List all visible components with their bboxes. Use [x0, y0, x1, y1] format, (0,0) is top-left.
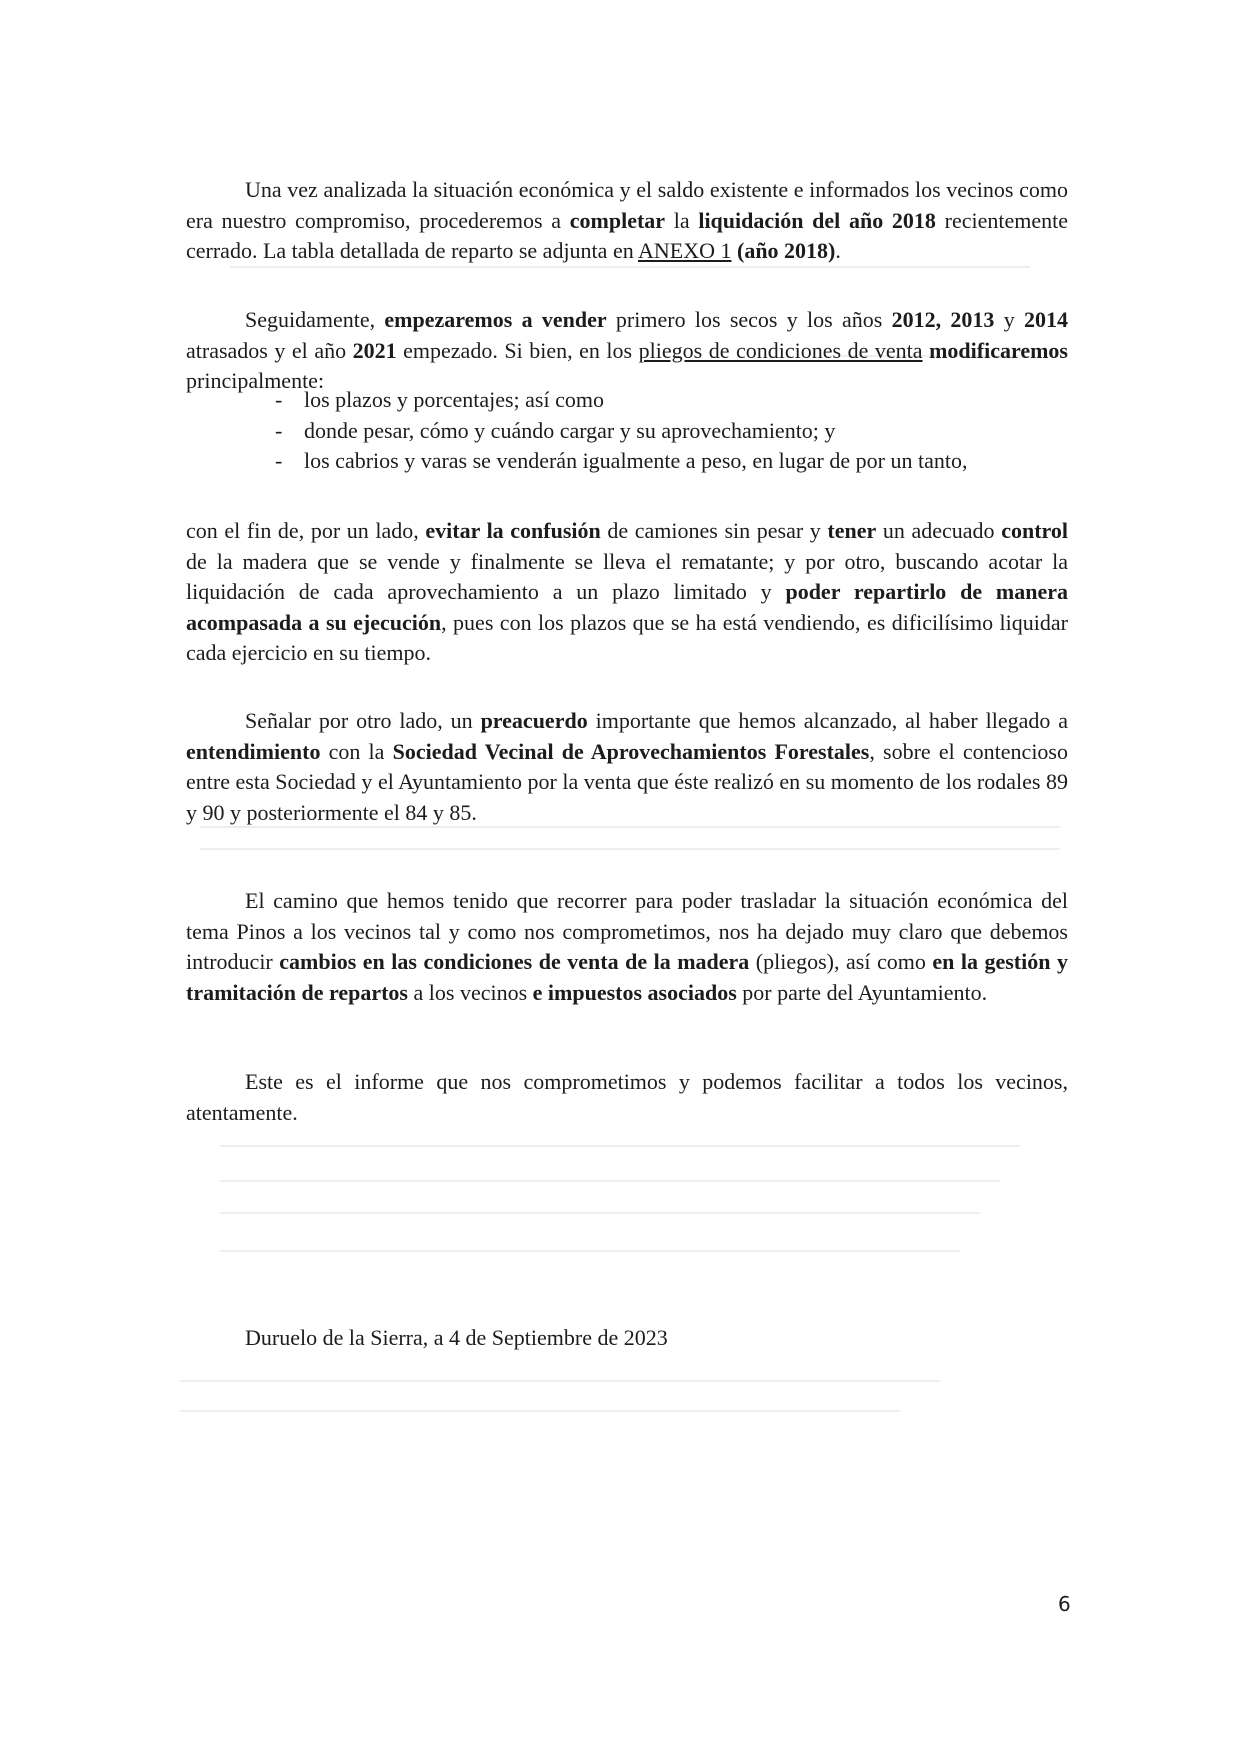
bold-text: cambios en las condiciones de venta de la madera — [279, 949, 750, 974]
underlined-text: pliegos de condiciones de venta — [638, 337, 923, 363]
text-run: por parte del Ayuntamiento. — [736, 979, 988, 1005]
bold-text: (año 2018) — [737, 238, 836, 263]
text-run: con el fin de, por un lado, — [186, 518, 426, 543]
bold-text: 2012, 2013 — [891, 307, 995, 332]
text-run: , sobre el contencioso entre esta Sociedad y el Ayuntamiento por la venta que éste realizó en su momento de los rodales 89 y 90 y posteriormente el 84 y 85. — [186, 738, 1068, 825]
bold-text: control — [1001, 518, 1068, 543]
text-run: primero los secos y los años — [606, 307, 892, 332]
list-item — [270, 416, 1070, 447]
text-run: Este es el informe que nos comprometimos y podemos facilitar a todos los vecinos, atentamente. — [186, 1069, 1068, 1125]
show-through-line — [200, 848, 1060, 850]
text-run: a los vecinos — [408, 979, 533, 1005]
bold-text: tener — [827, 518, 877, 543]
paragraph-liquidation-2018 — [186, 175, 1068, 267]
text-run: (pliegos), así como — [749, 949, 933, 974]
bullet-dash: - — [275, 417, 283, 443]
show-through-line — [220, 1180, 1000, 1182]
bold-text: 2021 — [352, 337, 397, 363]
bold-text: Sociedad Vecinal de Aprovechamientos Forestales — [392, 738, 870, 764]
list-item — [270, 385, 1070, 416]
text-run: importante que hemos alcanzado, al haber llegado a — [587, 708, 1069, 733]
text-run: y — [994, 307, 1025, 332]
bold-text: 2014 — [1024, 307, 1069, 332]
annex-1-link: ANEXO 1 — [638, 238, 732, 263]
show-through-line — [220, 1212, 980, 1214]
text-run: recientemente cerrado. La tabla detallada de reparto se adjunta en — [186, 207, 1068, 263]
text-run: de la madera que se vende y finalmente se lleva el rematante; y por otro, buscando acotar la liquidación de cada aprovechamiento a un plazo limitado y — [186, 548, 1068, 604]
bold-text: e impuestos asociados — [532, 979, 737, 1005]
bold-text: empezaremos a vender — [384, 307, 607, 332]
text-run: de camiones sin pesar y — [600, 518, 828, 543]
bold-text: poder repartirlo de manera acompasada a su ejecución — [186, 579, 1068, 635]
paragraph-purpose — [186, 516, 1068, 669]
bold-text: en la gestión y tramitación de repartos — [186, 949, 1068, 1005]
page-number: 6 — [1058, 1592, 1071, 1616]
bold-text: completar — [569, 207, 666, 233]
bold-text: liquidación del año 2018 — [698, 207, 936, 233]
show-through-line — [220, 1250, 960, 1252]
bullet-dash: - — [275, 387, 283, 412]
bullet-dash: - — [275, 448, 283, 473]
text-run: El camino que hemos tenido que recorrer para poder trasladar la situación económica del tema Pinos a los vecinos tal y como nos comprometimos, nos ha dejado muy claro que debemos introducir — [186, 888, 1068, 974]
list-item-text: los plazos y porcentajes; así como — [304, 387, 604, 412]
place-and-date: Duruelo de la Sierra, a 4 de Septiembre de 2023 — [245, 1325, 668, 1350]
text-run: . — [835, 238, 841, 263]
bold-text: entendimiento — [186, 738, 321, 764]
show-through-line — [180, 1410, 900, 1412]
text-run: con la — [320, 738, 393, 764]
text-run: un adecuado — [876, 518, 1002, 543]
show-through-line — [220, 1145, 1020, 1147]
text-run: principalmente: — [186, 368, 325, 393]
text-run: empezado. Si bien, en los — [396, 337, 639, 363]
text-run: Seguidamente, — [245, 307, 385, 332]
paragraph-sales-plan — [186, 305, 1068, 397]
text-run: Una vez analizada la situación económica y el saldo existente e informados los vecinos como era nuestro compromiso, procederemos a — [186, 177, 1068, 233]
bold-text: modificaremos — [929, 337, 1068, 363]
text-run: , pues con los plazos que se ha está vendiendo, es dificilísimo liquidar cada ejercicio en su tiempo. — [186, 609, 1068, 665]
show-through-line — [180, 1380, 940, 1382]
text-run: la — [665, 207, 699, 233]
list-item — [270, 446, 1070, 477]
modification-list — [270, 385, 1070, 477]
paragraph-preagreement — [186, 706, 1068, 828]
list-item-text: los cabrios y varas se venderán igualmente a peso, en lugar de por un tanto, — [304, 448, 968, 473]
paragraph-closing — [186, 1067, 1068, 1128]
text-run: atrasados y el año — [186, 337, 353, 363]
bold-text: evitar la confusión — [425, 518, 601, 543]
bold-text: preacuerdo — [480, 708, 588, 733]
text-run: Señalar por otro lado, un — [245, 708, 481, 733]
paragraph-conclusions — [186, 886, 1068, 1008]
list-item-text: donde pesar, cómo y cuándo cargar y su aprovechamiento; y — [304, 417, 836, 443]
